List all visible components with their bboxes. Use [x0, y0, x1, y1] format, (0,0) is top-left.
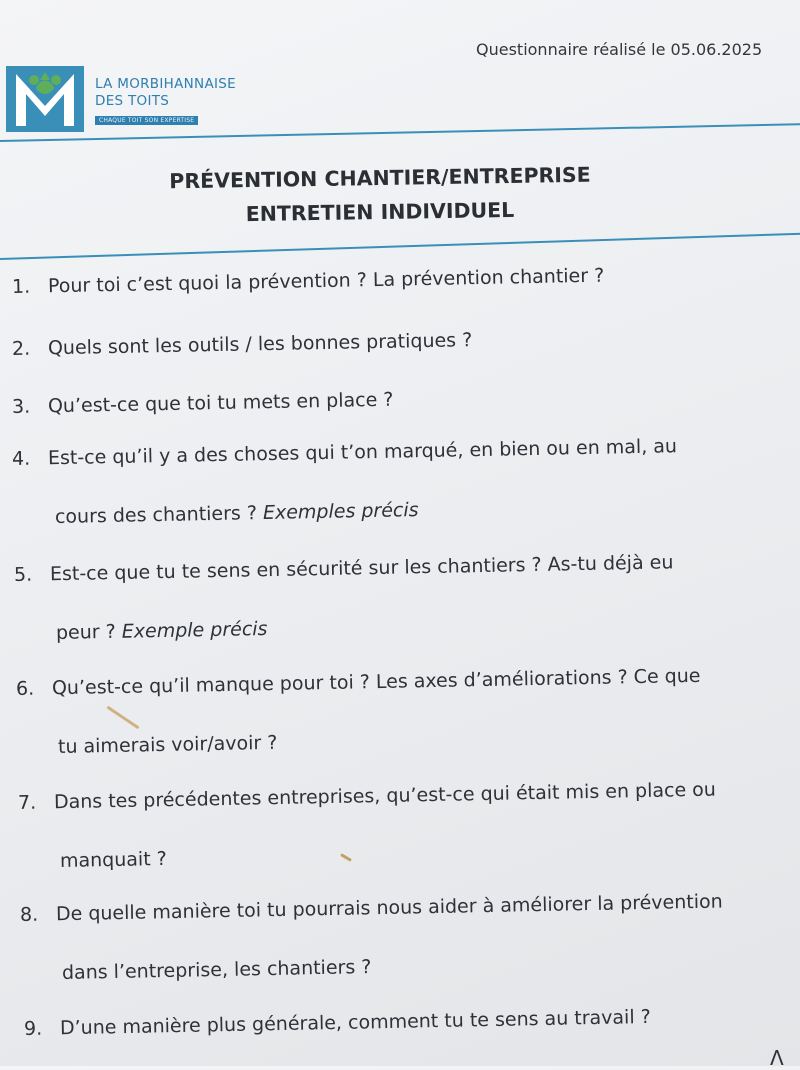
question-text: cours des chantiers ? [54, 502, 258, 528]
question-3 [12, 389, 394, 418]
question-5-continuation [56, 618, 268, 644]
question-text: Qu’est-ce qu’il manque pour toi ? Les axes d’améliorations ? Ce que [51, 664, 701, 700]
question-number: 8. [19, 903, 39, 926]
company-logo [6, 66, 84, 132]
question-7 [18, 779, 716, 814]
question-1 [12, 265, 605, 298]
question-text: D’une manière plus générale, comment tu te sens au travail ? [59, 1005, 651, 1040]
company-tagline: CHAQUE TOIT SON EXPERTISE [95, 116, 198, 125]
question-2 [12, 329, 473, 360]
question-text: dans l’entreprise, les chantiers ? [61, 956, 372, 984]
question-number: 3. [11, 395, 31, 418]
question-number: 7. [17, 791, 37, 814]
question-text: Est-ce qu’il y a des choses qui t’on marqué, en bien ou en mal, au [47, 435, 678, 470]
paper-stain [340, 853, 352, 862]
question-8-continuation [62, 956, 372, 984]
question-number: 9. [23, 1017, 43, 1040]
question-text: Pour toi c’est quoi la prévention ? La prévention chantier ? [47, 264, 605, 298]
question-number: 6. [15, 677, 35, 700]
question-note: Exemples précis [262, 499, 419, 525]
company-name-line1: LA MORBIHANNAISE [95, 76, 236, 92]
header-divider-top [0, 123, 800, 142]
header-divider-bottom [0, 232, 800, 260]
question-8 [20, 891, 723, 926]
questionnaire-date: Questionnaire réalisé le 05.06.2025 [476, 40, 763, 59]
question-number: 4. [11, 447, 31, 470]
question-7-continuation [60, 848, 167, 872]
question-text: De quelle manière toi tu pourrais nous aider à améliorer la prévention [55, 890, 723, 926]
question-6-continuation [58, 732, 278, 758]
company-name [95, 76, 236, 110]
question-text: manquait ? [59, 847, 167, 872]
partial-text-corner: Λ [770, 1046, 784, 1070]
question-6 [16, 665, 701, 700]
question-text: Est-ce que tu te sens en sécurité sur les chantiers ? As-tu déjà eu [49, 551, 674, 586]
company-name-line2: DES TOITS [95, 93, 170, 109]
question-4 [12, 435, 677, 470]
paper-stain [106, 706, 139, 730]
question-text: Quels sont les outils / les bonnes pratiques ? [47, 329, 473, 360]
question-number: 1. [11, 275, 31, 298]
question-number: 2. [11, 337, 31, 360]
question-5 [14, 551, 674, 586]
question-text: Qu’est-ce que toi tu mets en place ? [47, 388, 394, 418]
question-note: Exemple précis [121, 617, 268, 643]
question-9 [24, 1006, 651, 1040]
document-title-line2: ENTRETIEN INDIVIDUEL [245, 197, 515, 227]
question-text: tu aimerais voir/avoir ? [57, 731, 278, 758]
question-text: Dans tes précédentes entreprises, qu’est-ce qui était mis en place ou [53, 778, 717, 814]
question-text: peur ? [55, 620, 116, 644]
question-4-continuation [55, 499, 419, 528]
question-number: 5. [13, 563, 33, 586]
document-title-line1: PRÉVENTION CHANTIER/ENTREPRISE [169, 162, 591, 194]
